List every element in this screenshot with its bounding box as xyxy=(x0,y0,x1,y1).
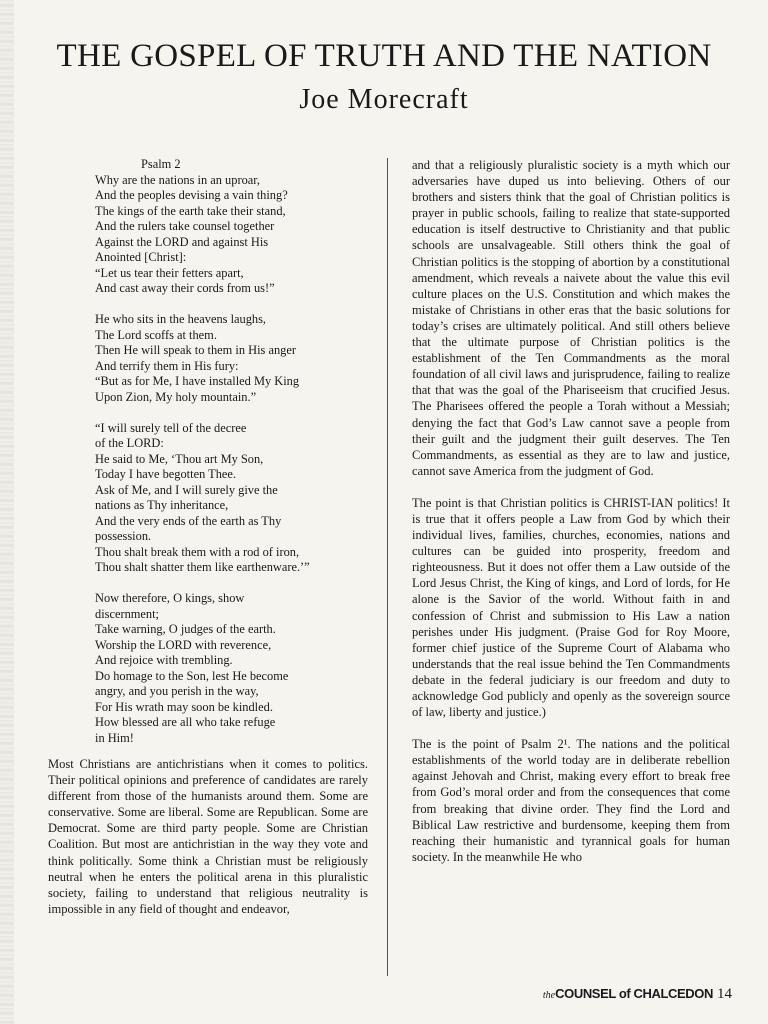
body-paragraph: and that a religiously pluralistic society is a myth which our adversaries have duped us into believing. Others of our brothers and sisters think that the goal of Christian politics is prayer in public schools, failing to realize that state-supported education is itself destructive to Christianity and that public schools are unsalvageable. Still others think the goal of Christian politics is the stopping of abortion by a constitutional amendment, which reveals a naivete about the value this evil culture places on the U.S. Constitution and which makes the mistake of Christians in other eras that the basic solutions for today’s crises are ultimately political. And still others believe that the ultimate purpose of Christian politics is the establishment of the Ten Commandments as the moral foundation of all civil laws and jurisprudence, failing to realize that that was the goal of the Phariseeism that crucified Jesus. The Pharisees offered the people a Torah without a Messiah; denying the fact that God’s Law cannot save a people from their guilt and the judgment their guilt deserves. The Ten Commandments, as essential as they are to law and justice, cannot save America from the judgment of God. xyxy=(412,158,730,478)
poem-line: in Him! xyxy=(95,730,134,745)
poem-stanza-3 xyxy=(95,421,368,576)
poem-line: Upon Zion, My holy mountain.” xyxy=(95,389,257,404)
poem-line: nations as Thy inheritance, xyxy=(95,498,229,512)
poem-line: Then He will speak to them in His anger xyxy=(95,343,296,357)
poem-line: For His wrath may soon be kindled. xyxy=(95,699,273,714)
poem-line: “I will surely tell of the decree xyxy=(95,420,247,435)
poem-line: of the LORD: xyxy=(95,436,164,450)
poem-line: And the peoples devising a vain thing? xyxy=(95,188,288,202)
poem-line: Ask of Me, and I will surely give the xyxy=(95,482,278,497)
article-author: Joe Morecraft xyxy=(299,84,469,115)
poem-line: possession. xyxy=(95,529,152,543)
poem-line: “But as for Me, I have installed My King xyxy=(95,374,300,388)
right-column xyxy=(412,157,730,881)
poem-line: Worship the LORD with reverence, xyxy=(95,637,272,652)
poem-line: Take warning, O judges of the earth. xyxy=(95,622,276,636)
poem-line: How blessed are all who take refuge xyxy=(95,715,276,729)
poem-line: Now therefore, O kings, show xyxy=(95,591,245,605)
poem-line: The Lord scoffs at them. xyxy=(95,327,217,342)
poem-line: Why are the nations in an uproar, xyxy=(95,172,260,187)
poem-line: Against the LORD and against His xyxy=(95,234,269,249)
poem-line: Do homage to the Son, lest He become xyxy=(95,668,289,683)
poem-line: Thou shalt break them with a rod of iron, xyxy=(95,544,300,559)
poem-line: He who sits in the heavens laughs, xyxy=(95,312,267,326)
body-paragraph: The point is that Christian politics is CHRIST-IAN politics! It is true that it offers people a Law from God by which their individual lives, families, churches, economies, nations and cultures can be guided into prosperity, freedom and righteousness. But it does not offer them a Law outside of the Lord Jesus Christ, the King of kings, and Lord of lords, for He alone is the Savior of the world. Without faith in and confession of Christ and submission to His Law a nation perishes under His judgment. (Praise God for Roy Moore, former chief justice of the Supreme Court of Alabama who understands that the real issue behind the Ten Commandments debate in the federal judiciary is our freedom and duty to acknowledge God publicly and openly as the sovereign source of law, liberty and justice.) xyxy=(412,495,730,720)
article-title: THE GOSPEL OF TRUTH AND THE NATION xyxy=(56,38,712,74)
poem-heading: Psalm 2 xyxy=(141,157,181,171)
poem-line: And terrify them in His fury: xyxy=(95,358,239,373)
scan-edge-artifact xyxy=(0,0,14,1024)
column-divider xyxy=(387,158,388,976)
left-column xyxy=(48,157,368,917)
page-footer xyxy=(543,986,732,1003)
poem-line: discernment; xyxy=(95,606,159,621)
poem-line: Today I have begotten Thee. xyxy=(95,467,236,481)
poem-line: angry, and you perish in the way, xyxy=(95,684,259,698)
footer-the: the xyxy=(542,990,556,1001)
magazine-name: COUNSEL of CHALCEDON xyxy=(555,986,713,1001)
body-paragraph-intro: Most Christians are antichristians when it comes to politics. Their political opinions and preference of candidates are rarely different from those of the humanists around them. Some are conservative. Some are liberal. Some are Republican. Some are Democrat. Some are third party people. Some are Christian Coalition. But most are antichristian in the way they vote and think politically. Some think a Christian must be religiously neutral when he enters the political arena in this pluralistic society, failing to understand that religious neutrality is impossible in any field of thought and endeavor, xyxy=(48,757,368,916)
poem-line: Anointed [Christ]: xyxy=(95,250,187,264)
poem-stanza-1 xyxy=(95,173,368,297)
psalm-poem xyxy=(95,157,368,746)
poem-line: “Let us tear their fetters apart, xyxy=(95,265,244,280)
poem-line: And cast away their cords from us!” xyxy=(95,281,275,295)
poem-stanza-2 xyxy=(95,312,368,405)
poem-line: He said to Me, ‘Thou art My Son, xyxy=(95,451,264,466)
poem-line: And the very ends of the earth as Thy xyxy=(95,513,282,528)
poem-line: Thou shalt shatter them like earthenware.’” xyxy=(95,560,310,574)
page-number: 14 xyxy=(717,986,732,1002)
body-paragraph: The is the point of Psalm 2¹. The nations and the political establishments of the world today are in deliberate rebellion against Jehovah and Christ, making every effort to break free from God’s moral order and from the consequences that come from breaking that divine order. They find the Lord and Biblical Law restrictive and burdensome, keeping them from reaching their humanistic and tyrannical goals for human society. In the meanwhile He who xyxy=(412,737,730,864)
poem-line: And the rulers take counsel together xyxy=(95,219,275,233)
poem-stanza-4 xyxy=(95,591,368,746)
poem-line: And rejoice with trembling. xyxy=(95,653,233,667)
poem-line: The kings of the earth take their stand, xyxy=(95,203,286,218)
